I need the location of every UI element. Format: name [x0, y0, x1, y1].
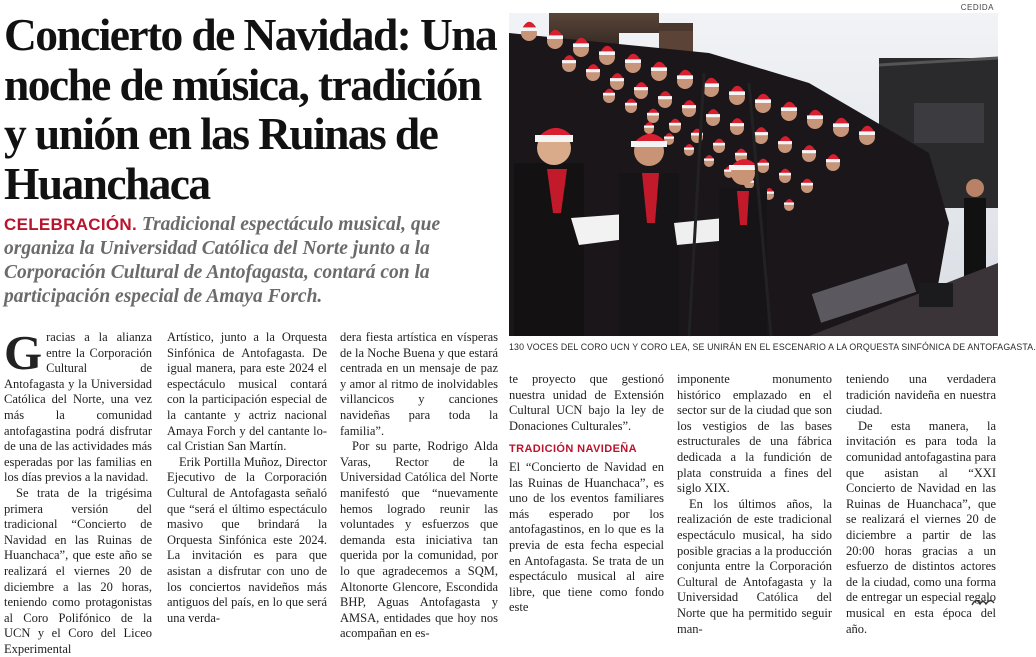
hat-band: [677, 75, 693, 79]
hat-band: [647, 113, 659, 116]
hat-band: [713, 143, 725, 146]
article-column-5: [677, 372, 832, 636]
hat-band: [669, 123, 681, 126]
choir-photo-illustration: [509, 13, 998, 336]
hat-band: [521, 27, 537, 31]
author-signature-mark: [970, 596, 996, 608]
hat-band: [802, 150, 816, 153]
photo-caption: 130 VOCES DEL CORO UCN Y CORO LEA, SE UNIRÁN EN EL ESCENARIO A LA ORQUESTA SINFÓNICA DE ANTOFAGASTA.: [509, 342, 1036, 352]
subhead: TRADICIÓN NAVIDEÑA: [509, 443, 637, 456]
hat-band: [729, 91, 745, 95]
deck: [4, 213, 502, 309]
paragraph: imponente monumento histórico emplazado en el sector sur de la ciudad que son los vestigios de las bases estructurales de una fábrica dedicada a la fundición de plata construida a fines del siglo XIX.: [677, 372, 832, 496]
paragraph: Por su parte, Rodrigo Alda Varas, Rector de la Universidad Católica del Norte manifestó que “nuevamente hemos logrado reunir las voluntades y esfuerzos que demanda esta iniciativa tan querida por la comunidad, por lo que agradecemos a SQM, Altonorte Glencore, Escondida BHP, Aguas Antofagasta y AMSA, entidades que hoy nos acompañan en es-: [340, 439, 498, 641]
hat-band: [735, 153, 747, 156]
article-column-2: [167, 330, 327, 625]
hat-band: [757, 163, 769, 166]
paragraph: De esta manera, la invitación es para toda la comunidad antofagastina para que asistan al “XXI Concierto de Navidad en las Ruinas de Huanchaca”, que se realizará el viernes 20 de diciembre a partir de las 20:00 horas gracias a un esfuerzo de distintos actores de la ciudad, como una forma de entregar un especial regalo musical en esta época del año.: [846, 418, 996, 636]
hat-band: [547, 35, 563, 39]
hat-band: [664, 137, 674, 139]
hat-band: [634, 87, 648, 90]
deck-kicker: CELEBRACIÓN.: [4, 215, 137, 234]
hat-band: [730, 123, 744, 126]
hat-band: [644, 126, 654, 128]
article-column-3: [340, 330, 498, 641]
paragraph: te proyecto que gestionó nuestra unidad de Extensión Cultural UCN bajo la ley de Donaciones Culturales”.: [509, 372, 664, 433]
speaker: [919, 283, 953, 307]
hat-band: [706, 114, 720, 117]
hat-band: [781, 107, 797, 111]
hat-band: [801, 183, 813, 186]
credit-label: CEDIDA: [960, 3, 994, 12]
hat-band: [779, 173, 791, 176]
paragraph: Se trata de la trigésima primera versión del tradicional “Concierto de Navidad en las Ruinas de Huanchaca”, que este año se realizará el viernes 20 de diciembre a las 20 horas, teniendo como protagonistas al Coro Polifónico de la UCN y el Coro del Liceo Experimental: [4, 485, 152, 656]
drop-cap: G: [4, 325, 43, 380]
deck-text: Tradicional espectáculo musical, que organiza la Universidad Católica del Norte junto a la Corporación Cultural de Antofagasta, contará con la participación especial de Amaya Forch.: [4, 214, 441, 307]
article-column-1: [4, 325, 152, 656]
hat-band: [755, 99, 771, 103]
hat-band: [859, 131, 875, 135]
paragraph: Gracias a la alianza entre la Corporación Cultural de Antofagasta y la Universidad Católica del Norte, una vez más la comunidad antofagastina podrá disfrutar de una de las actividades más esperadas por las familias en los días previos a la navidad.: [4, 325, 152, 485]
hat-band: [573, 43, 589, 47]
article-column-6: [846, 372, 996, 636]
article-column-4: [509, 372, 664, 615]
paragraph: teniendo una verdadera tradición navideña en nuestra ciudad.: [846, 372, 996, 418]
hat-band: [658, 96, 672, 99]
paragraph: El “Concierto de Navidad en las Ruinas de Huanchaca”, es uno de los eventos familiares más esperado por los antofagastinos, en lo que es la previa de esta fecha especial en Antofagasta. Se trata de un espectáculo musical al aire libre, que tiene como fondo este: [509, 459, 664, 615]
headline: Concierto de Navidad: Una noche de música, tradición y unión en las Ruinas de Huanchaca: [4, 9, 497, 209]
hat-band: [778, 141, 792, 144]
hat-band: [754, 132, 768, 135]
hat-band: [586, 69, 600, 72]
hat-band: [833, 123, 849, 127]
hat-band: [562, 60, 576, 63]
hat-band: [625, 103, 637, 106]
paragraph: dera fiesta artística en vísperas de la Noche Buena y que estará centrada en un mensaje de paz y amor al ritmo de inolvidables villancicos y canciones navideñas para toda la familia”.: [340, 330, 498, 438]
hat-band: [684, 148, 694, 150]
hat-band: [807, 115, 823, 119]
hat-band: [599, 51, 615, 55]
hat-band: [704, 159, 714, 161]
article-photo: [509, 13, 998, 336]
hat-band: [625, 59, 641, 63]
hat-band: [603, 93, 615, 96]
hat-band: [826, 159, 840, 162]
paragraph: Erik Portilla Muñoz, Director Ejecutivo de la Corporación Cultural de Antofagasta señaló que “será el último espectáculo masivo que brindará la Orquesta Sinfónica este 2024. La invitación es para que asistan a disfrutar con uno de los conciertos navideños más antiguos del país, en lo que será una verda-: [167, 454, 327, 625]
paragraph: Artístico, junto a la Orquesta Sinfónica de Antofagasta. De igual manera, para este 2024 el espectáculo musical contará con la participación especial de la cantante y actriz nacional Amaya Forch y del cantante lo- cal Cristian San Martín.: [167, 330, 327, 454]
hat-band: [784, 203, 794, 205]
hat-band: [682, 105, 696, 108]
hat-band: [703, 83, 719, 87]
paragraph: En los últimos años, la realización de este tradicional espectáculo musical, ha sido posible gracias a la producción conjunta entre la Corporación Cultural de Antofagasta y la Universidad Católica del Norte que ha permitido seguir man-: [677, 496, 832, 636]
hat-band: [651, 67, 667, 71]
hat-band: [610, 78, 624, 81]
